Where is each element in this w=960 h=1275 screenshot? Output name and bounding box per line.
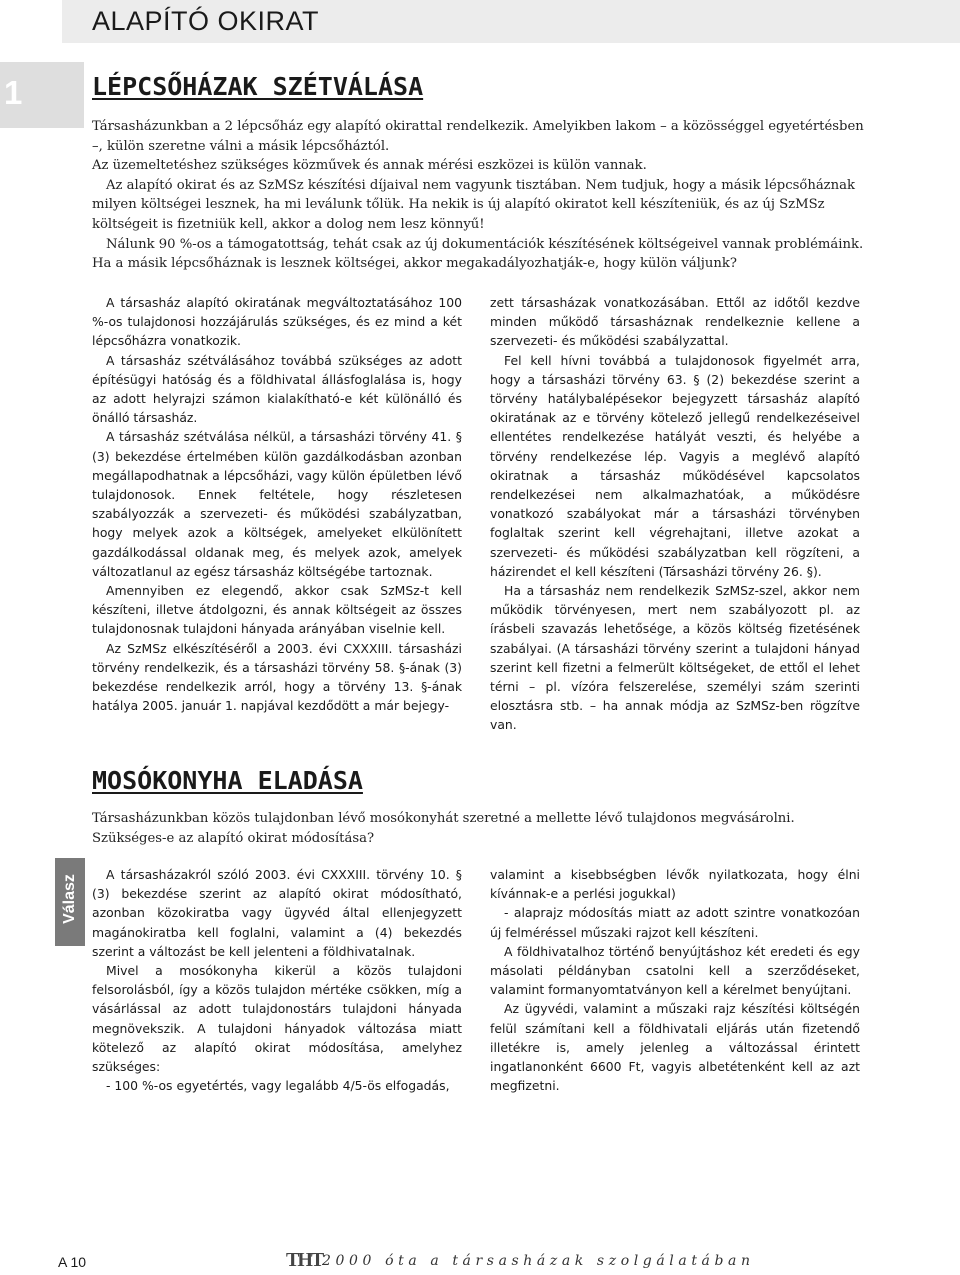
footer-tagline: 2000 óta a társasházak szolgálatában (322, 1253, 755, 1269)
section-title-mosokonyha: MOSÓKONYHA ELADÁSA (92, 766, 363, 795)
answer-paragraph: valamint a kisebbségben lévők nyilatkozata, hogy élni kívánnak-e a perlési jogukkal) (490, 867, 860, 902)
answer-paragraph: Az SzMSz elkészítéséről a 2003. évi CXXXIII. társasházi törvény rendelkezik, és a társasházi törvény 58. §-ának (3) bekezdése rendelkezik arról, hogy a törvény 13. §-ának hatálya 2005. január 1. napjával kezdődött a már bejegy- (92, 640, 462, 714)
answer-paragraph: zett társasházak vonatkozásában. Ettől az időtől kezdve minden működő társasháznak rendelkeznie kellene a szervezeti- és működési szabályzattal. (490, 295, 860, 349)
question-2 (92, 809, 864, 848)
page-title: ALAPÍTÓ OKIRAT (92, 6, 320, 36)
answer-paragraph: Fel kell hívni továbbá a tulajdonosok figyelmét arra, hogy a társasházi törvény 63. § (2) bekezdése szerint a törvény hatálybalépésekor bejegyzett társasház alapító okiratának az e törvény kötelező jellegű rendelkezéseivel ellentétes rendelkezése hatályát veszti, és helyébe a törvény rendelkezése lép. Vagyis a meglévő alapító okiratnak a társasház működésével kapcsolatos rendelkezései nem alkalmazhatóak, a működésre vonatkozó szabályokat már a társasházi törvényben foglaltak szerint kell végrehajtani, illetve azokat a szervezeti- és működési szabályzatban kell rögzíteni, a házirendet el kell készíteni (Társasházi törvény 26. §). (490, 352, 860, 579)
answer-tab (55, 858, 85, 946)
answer-paragraph: A társasházakról szóló 2003. évi CXXXIII. törvény 10. § (3) bekezdése szerint az alapító okirat módosítható, azonban közokiratba vagy ügyvéd által ellenjegyzett magánokiratba kell foglalni, valamint a (4) bekezdés szerint a változást be kell jelenteni a földhivatalnak. (92, 867, 462, 959)
question-paragraph: Nálunk 90 %-os a támogatottság, tehát csak az új dokumentációk készítésének költségeivel vannak problémáink. Ha a másik lépcsőháznak is lesznek költségei, akkor megakadályozhatják-e, hogy külön váljunk? (92, 236, 864, 272)
answer-paragraph: Mivel a mosókonyha kikerül a közös tulajdoni felsorolásból, így a közös tulajdon mértéke csökken, míg a vásárlással az adott tulajdonostárs tulajdoni hányada megnövekszik. A tulajdoni hányadok változása miatt kötelező az alapító okirat módosítása, amelyhez szükséges: (92, 963, 462, 1075)
answer-1-left-column (92, 293, 462, 715)
answer-paragraph: A társasház szétválásához továbbá szükséges az adott építésügyi hatóság és a földhivatal állásfoglalása is, hogy az adott helyrajzi számon kialakítható-e két különálló és önálló társasház. (92, 352, 462, 426)
answer-2-left-column (92, 865, 462, 1095)
answer-paragraph: - 100 %-os egyetértés, vagy legalább 4/5-ös elfogadás, (106, 1078, 450, 1094)
answer-paragraph: A társasház alapító okiratának megváltoztatásához 100 %-os tulajdonosi hozzájárulás szükséges, és ez mind a két lépcsőházra vonatkozik. (92, 295, 462, 349)
answer-paragraph: Amennyiben ez elegendő, akkor csak SzMSz-t kell készíteni, illetve átdolgozni, és annak költségeit az összes tulajdonosnak tulajdoni hányada arányában viselnie kell. (92, 583, 462, 637)
answer-2-right-column (490, 865, 860, 1095)
answer-tab-label: Válasz (61, 874, 78, 924)
answer-1-right-column (490, 293, 860, 735)
question-paragraph: Társasházunkban közös tulajdonban lévő mosókonyhát szeretné a mellette lévő tulajdonos megvásárolni. Szükséges-e az alapító okirat módosítása? (92, 811, 795, 846)
chapter-tab (0, 62, 84, 128)
tht-logo: THT (286, 1249, 323, 1271)
answer-paragraph: Ha a társasház nem rendelkezik SzMSz-szel, akkor nem működik törvényesen, mert nem szabályozott pl. az írásbeli szavazás lehetősége, a közös költség fizetésének szabályai. (A társasházi törvény szerint a tulajdoni hányad szerint kell fizetni a felmerült költségeket, de ettől el lehet térni – pl. vízóra felszerelése, személyi szám szerinti elosztásra stb. – ha annak módja az SzMSz-ben rögzítve van. (490, 583, 860, 733)
question-paragraph: Társasházunkban a 2 lépcsőház egy alapító okirattal rendelkezik. Amelyikben lakom – a közösséggel egyetértésben –, külön szeretne válni a másik lépcsőháztól. (92, 119, 864, 154)
question-paragraph: Az alapító okirat és az SzMSz készítési díjaival nem vagyunk tisztában. Nem tudjuk, hogy a másik lépcsőháznak milyen költségei lesznek, ha mi leválunk tőlük. Ha nekik is új alapító okiratot kell készíteniük, és az új SzMSz költségeit is fizetniük kell, akkor a dolog nem lesz könnyű! (92, 177, 855, 232)
page-number: A 10 (58, 1254, 87, 1270)
section-title-lepcsohazak: LÉPCSŐHÁZAK SZÉTVÁLÁSA (92, 72, 424, 101)
answer-paragraph: A földhivatalhoz történő benyújtáshoz két eredeti és egy másolati példányban csatolni kell a szerződéseket, valamint formanyomtatványon kell a kérelmet benyújtani. (490, 943, 860, 998)
answer-paragraph: Az ügyvédi, valamint a műszaki rajz készítési költségén felül számítani kell a földhivatali eljárás után fizetendő illetékre is, amely jelenleg a változással érintett ingatlanonként 6600 Ft, vagyis albetétenként kell az azt megfizetni. (490, 1001, 860, 1094)
question-paragraph: Az üzemeltetéshez szükséges közművek és annak mérési eszközei is külön vannak. (92, 158, 647, 174)
answer-paragraph: - alaprajz módosítás miatt az adott szintre vonatkozóan új felméréssel műszaki rajzot kell készíteni. (490, 905, 860, 940)
answer-paragraph: A társasház szétválása nélkül, a társasházi törvény 41. § (3) bekezdése értelmében külön gazdálkodásban azonban megállapodhatnak a lépcsőházi, vagy külön épületben lévő tulajdonosok. Ennek feltétele, hogy részletesen szabályozzák a szervezeti- és működési szabályzatban, hogy melyek azok a költségek, amelyeket elkülönített gazdálkodással oldanak meg, és melyek azok, amelyek változatlanul az egész társasház költségébe tartoznak. (92, 429, 462, 579)
chapter-number: 1 (4, 74, 23, 111)
question-1 (92, 117, 864, 274)
